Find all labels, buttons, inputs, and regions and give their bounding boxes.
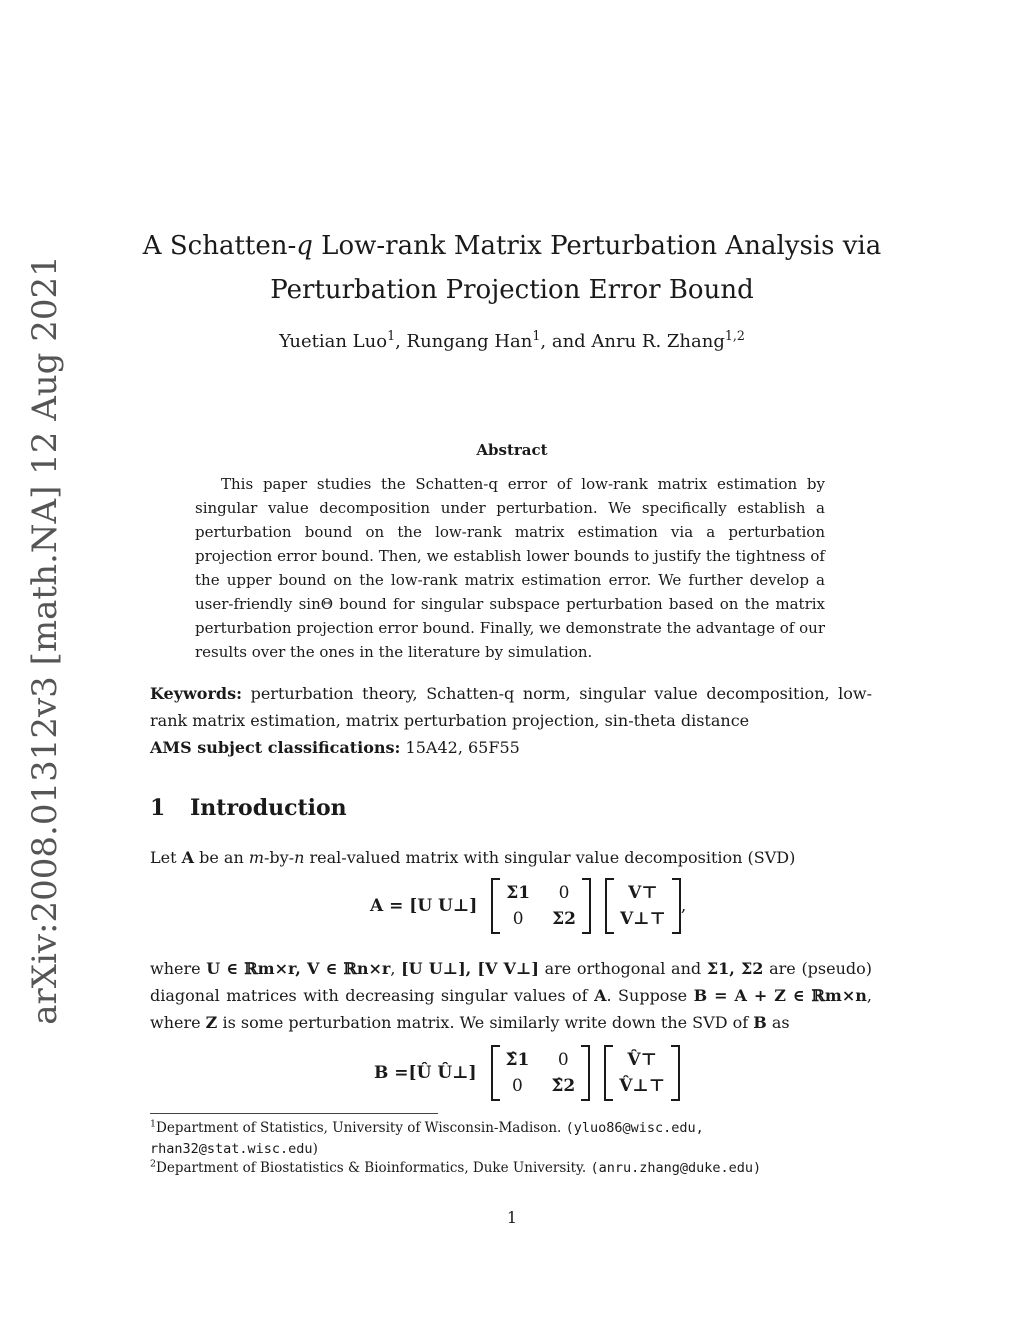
equation-lhs: B =[Û Û⊥] [374,1063,477,1083]
intro-text: , where [150,986,872,1032]
intro-text: Let [150,848,182,867]
arxiv-identifier-stamp: arXiv:2008.01312v3 [math.NA] 12 Aug 2021 [25,255,65,1025]
ams-classifications [150,734,872,761]
title-line-1 [100,224,924,268]
author-separator: , [395,331,407,352]
ams-text: 15A42, 65F55 [400,738,520,757]
author-name: Yuetian Luo [279,331,388,352]
matrix-entry: V̂⊥⊤ [619,1076,666,1096]
right-bracket [671,1045,680,1101]
footnote-text: ) [312,1141,318,1157]
intro-text: as [766,1013,790,1032]
author-affiliation: 1 [387,328,396,343]
matrix-entry: Σ1 [506,883,531,903]
intro-text: is some perturbation matrix. We similarly write down the SVD of [217,1013,754,1032]
matrix-entry: 0 [512,909,524,929]
paper-title [100,224,924,312]
math-symbol: A [181,848,195,867]
left-bracket [605,878,614,934]
intro-paragraph-1 [150,844,872,871]
math-expression: B = A + Z ∈ ℝm×n [693,986,867,1005]
author-name: Anru R. Zhang [591,331,725,352]
sigma-matrix [500,883,582,929]
svd-equation-a: A = [U U⊥] Σ1 0 0 Σ2 V⊤ V⊥⊤ , [370,878,686,934]
email-address[interactable]: (yluo86@wisc.edu, [565,1120,704,1136]
matrix-entry: Σ̂1 [505,1050,530,1070]
right-bracket [581,1045,590,1101]
right-bracket [582,878,591,934]
title-suffix: Low-rank Matrix Perturbation Analysis via [312,231,882,261]
matrix-entry: 0 [512,1076,523,1096]
intro-text: are (pseudo) diagonal matrices with decreasing singular values of [150,959,873,1005]
math-symbol: m [248,848,265,867]
keywords [150,680,872,734]
matrix-entry: Σ̂2 [551,1076,576,1096]
footnote-2 [150,1158,872,1179]
author-separator: , and [540,331,592,352]
math-expression: Σ1, Σ2 [706,959,764,978]
matrix-entry: 0 [557,1050,569,1070]
title-line-2: Perturbation Projection Error Bound [270,275,754,305]
abstract-text: This paper studies the Schatten-q error of low-rank matrix estimation by singular value decomposition under perturbation. We specifically establish a perturbation bound on the low-rank matrix estimation via a perturbation projection error bound. Then, we establish lower bounds to justify the tightness of the upper bound on the low-rank matrix estimation error. We further develop a user-friendly sinΘ bound for singular subspace perturbation based on the matrix perturbation projection error bound. Finally, we demonstrate the advantage of our results over the ones in the literature by simulation. [195,475,825,661]
abstract-heading: Abstract [476,441,548,459]
equation-lhs: A = [U U⊥] [370,896,478,916]
left-bracket [491,878,500,934]
matrix-entry: V̂⊤ [627,1050,657,1070]
section-title: Introduction [190,795,347,821]
page-number: 1 [506,1208,518,1227]
footnote-1 [150,1118,872,1160]
math-symbol: Z [205,1013,218,1032]
right-bracket [672,878,681,934]
author-affiliation: 1 [532,328,541,343]
email-address[interactable]: (anru.zhang@duke.edu) [590,1160,762,1176]
v-hat-vector [613,1050,671,1096]
math-symbol: B [753,1013,767,1032]
matrix-entry: V⊤ [628,883,658,903]
author-name: Rungang Han [406,331,533,352]
intro-text: real-valued matrix with singular value decomposition (SVD) [304,848,796,867]
math-expression: [U U⊥], [V V⊥] [401,959,539,978]
math-symbol: n [294,848,305,867]
v-vector [614,883,672,929]
footnote-mark: 2 [150,1158,157,1170]
intro-text: be an [194,848,249,867]
intro-text: . Suppose [606,986,694,1005]
intro-text: are orthogonal and [538,959,707,978]
footnote-divider [150,1113,438,1114]
matrix-entry: 0 [558,883,570,903]
keywords-label: Keywords: [150,684,243,703]
ams-label: AMS subject classifications: [150,738,401,757]
author-list [100,328,924,352]
section-number: 1 [150,795,166,821]
left-bracket [604,1045,613,1101]
left-bracket [491,1045,500,1101]
title-variable: q [296,231,313,261]
title-prefix: A Schatten- [142,231,297,261]
footnote-mark: 1 [150,1118,157,1130]
intro-text: -by- [264,848,295,867]
author-affiliation: 1,2 [724,328,745,343]
keywords-text: perturbation theory, Schatten-q norm, singular value decomposition, low-rank matrix estimation, matrix perturbation projection, sin-theta distance [150,684,872,730]
math-expression: U ∈ ℝm×r, V ∈ ℝn×r [206,959,391,978]
svd-equation-b [374,1045,680,1101]
matrix-entry: V⊥⊤ [619,909,666,929]
footnote-text: Department of Biostatistics & Bioinformatics, Duke University. [156,1160,591,1176]
footnote-text: Department of Statistics, University of Wisconsin-Madison. [156,1120,566,1136]
intro-paragraph-2: where U ∈ ℝm×r, V ∈ ℝn×r, [U U⊥], [V V⊥] are orthogonal and Σ1, Σ2 are (pseudo) diagonal matrices with decreasing singular values of A. Suppose B = A + Z ∈ ℝm×n, where Z is some perturbation matrix. We similarly write down the SVD of B as [150,959,873,1032]
section-heading [150,795,347,821]
intro-text: where [150,959,207,978]
math-symbol: A [594,986,607,1005]
matrix-entry: Σ2 [552,909,576,929]
sigma-hat-matrix [500,1050,582,1096]
email-address[interactable]: rhan32@stat.wisc.edu [150,1141,313,1157]
